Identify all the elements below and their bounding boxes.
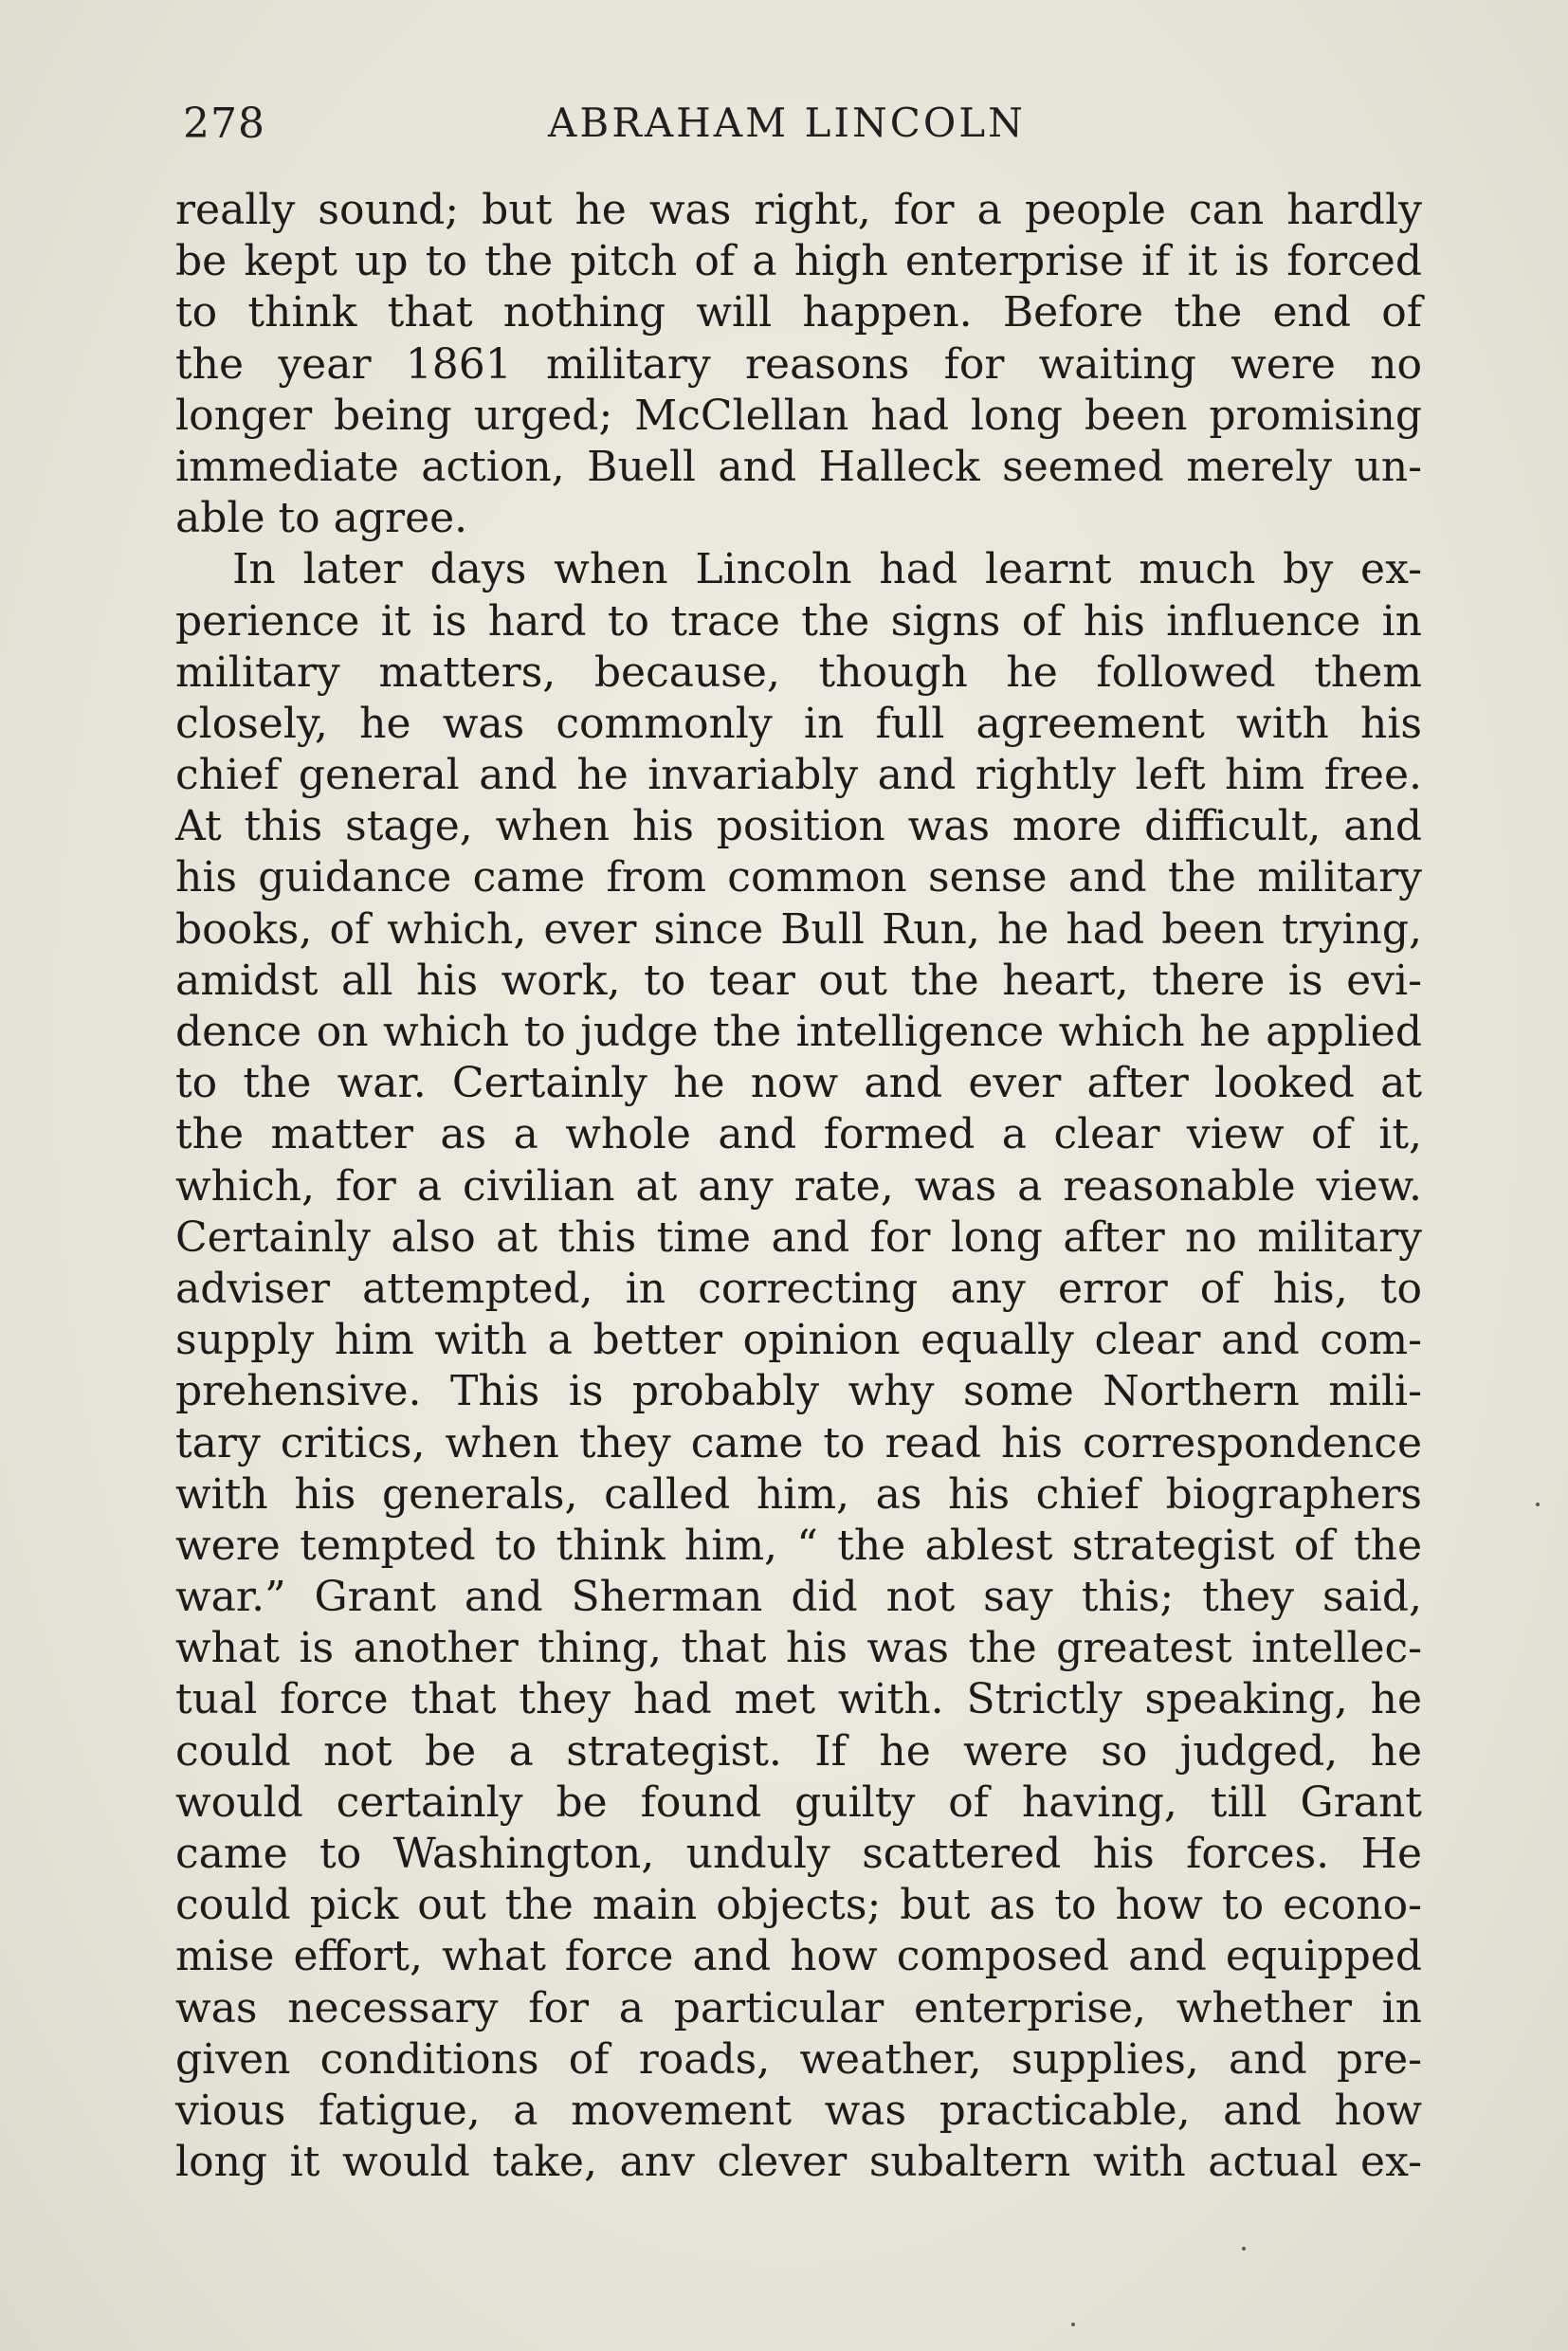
text-line: given conditions of roads, weather, supplies, and pre- xyxy=(175,2034,1422,2084)
text-line: what is another thing, that his was the greatest intellec- xyxy=(175,1624,1422,1673)
text-line: adviser attempted, in correcting any error of his, to xyxy=(175,1264,1422,1313)
text-line: could pick out the main objects; but as to how to econo- xyxy=(175,1881,1422,1930)
text-line: tary critics, when they came to read his correspondence xyxy=(175,1418,1422,1467)
text-line: his guidance came from common sense and the military xyxy=(175,853,1422,902)
text-line: prehensive. This is probably why some Northern mili- xyxy=(175,1367,1422,1416)
text-line: mise effort, what force and how composed and equipped xyxy=(175,1932,1422,1981)
text-line: be kept up to the pitch of a high enterprise if it is forced xyxy=(175,237,1422,286)
text-line: was necessary for a particular enterprise, whether in xyxy=(175,1983,1422,2032)
text-line: amidst all his work, to tear out the heart, there is evi- xyxy=(175,956,1422,1005)
text-line: to think that nothing will happen. Before the end of xyxy=(175,288,1422,337)
paper-speck xyxy=(1242,2247,1246,2251)
text-line: would certainly be found guilty of having, till Grant xyxy=(175,1777,1422,1827)
text-line: books, of which, ever since Bull Run, he had been trying, xyxy=(175,904,1422,954)
text-line: dence on which to judge the intelligence which he applied xyxy=(175,1008,1422,1056)
text-line: tual force that they had met with. Strictly speaking, he xyxy=(175,1675,1422,1724)
text-line: immediate action, Buell and Halleck seemed merely un- xyxy=(175,442,1422,491)
paper-speck xyxy=(1536,1503,1540,1506)
text-line: At this stage, when his position was more difficult, and xyxy=(175,802,1422,851)
text-line: military matters, because, though he followed them xyxy=(175,647,1422,697)
body-text xyxy=(175,185,1422,2188)
text-line: long it would take, anv clever subaltern with actual ex- xyxy=(175,2138,1422,2187)
text-line: which, for a civilian at any rate, was a reasonable view. xyxy=(175,1161,1422,1211)
paper-speck xyxy=(1071,2323,1075,2326)
text-line: the matter as a whole and formed a clear view of it, xyxy=(175,1110,1422,1159)
text-line: the year 1861 military reasons for waiting were no xyxy=(175,339,1422,389)
text-line: perience it is hard to trace the signs of his influence in xyxy=(175,596,1422,646)
text-line: to the war. Certainly he now and ever after looked at xyxy=(175,1059,1422,1108)
paragraph-start-line: In later days when Lincoln had learnt much by ex- xyxy=(232,545,1422,594)
text-line: vious fatigue, a movement was practicable, and how xyxy=(175,2086,1422,2135)
text-line: really sound; but he was right, for a people can hardly xyxy=(175,186,1422,234)
text-line: Certainly also at this time and for long after no military xyxy=(175,1212,1422,1262)
text-line: chief general and he invariably and rightly left him free. xyxy=(175,751,1422,800)
paragraph-end-line: able to agree. xyxy=(175,494,468,543)
text-line: were tempted to think him, “ the ablest strategist of the xyxy=(175,1521,1422,1570)
text-line: with his generals, called him, as his chief biographers xyxy=(175,1469,1422,1519)
text-line: closely, he was commonly in full agreement with his xyxy=(175,699,1422,748)
text-line: war.” Grant and Sherman did not say this; they said, xyxy=(175,1573,1422,1622)
text-line: longer being urged; McClellan had long been promising xyxy=(175,391,1422,440)
page-header xyxy=(183,100,1415,156)
text-line: could not be a strategist. If he were so judged, he xyxy=(175,1726,1422,1776)
text-line: supply him with a better opinion equally clear and com- xyxy=(175,1316,1422,1365)
page-number: 278 xyxy=(183,100,265,148)
text-line: came to Washington, unduly scattered his forces. He xyxy=(175,1830,1422,1878)
running-head: ABRAHAM LINCOLN xyxy=(548,100,1026,146)
